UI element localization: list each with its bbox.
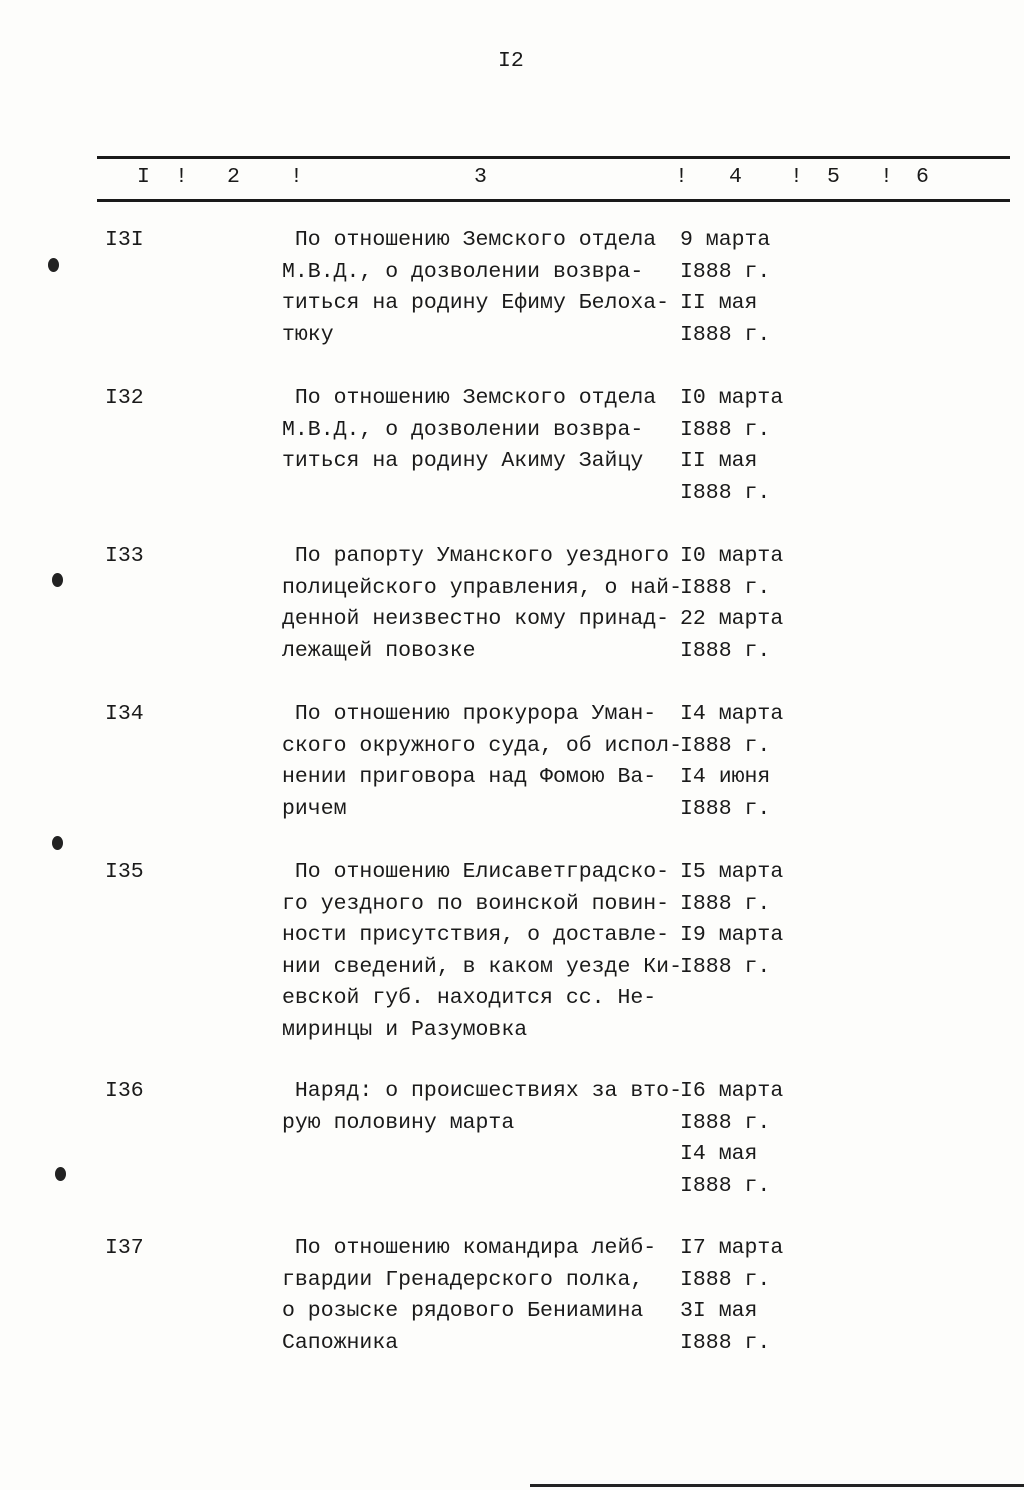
date-line: I4 марта [680, 702, 784, 726]
description-line: рую половину марта [282, 1110, 515, 1135]
binding-hole-mark [48, 258, 59, 272]
description-line: титься на родину Акиму Зайцу [282, 449, 644, 473]
date-line: I0 марта [680, 544, 784, 568]
description-line: По отношению Земского отдела [282, 228, 657, 252]
header-col-3: 3 [474, 165, 487, 189]
binding-hole-mark [52, 573, 63, 587]
entry-dates [680, 857, 783, 983]
entry-number: I34 [105, 702, 144, 726]
description-line: лежащей повозке [282, 638, 476, 663]
header-col-5: 5 [827, 165, 840, 189]
date-line: I5 марта [680, 860, 784, 884]
description-line: По отношению прокурора Уман- [282, 702, 657, 726]
header-separator: ! [790, 165, 803, 189]
date-line: 22 марта [680, 607, 784, 631]
date-line: I6 марта [680, 1079, 784, 1103]
date-line: I888 г. [680, 733, 771, 758]
description-line: миринцы и Разумовка [282, 1017, 528, 1042]
description-line: ричем [282, 796, 347, 821]
description-line: ности присутствия, о доставле- [282, 923, 670, 947]
description-line: го уездного по воинской повин- [282, 891, 670, 916]
entry-number: I32 [105, 386, 144, 410]
bottom-edge-rule [530, 1484, 1024, 1487]
date-line: I9 марта [680, 923, 784, 947]
description-line: евской губ. находится сс. Не- [282, 986, 657, 1010]
date-line: I888 г. [680, 638, 771, 663]
header-col-6: 6 [916, 165, 929, 189]
date-line: I888 г. [680, 575, 771, 600]
date-line: 3I мая [680, 1299, 758, 1323]
date-line: I888 г. [680, 259, 771, 284]
header-bottom-rule [97, 199, 1010, 202]
date-line: I888 г. [680, 322, 771, 347]
description-line: тюку [282, 322, 334, 347]
date-line: II мая [680, 449, 758, 473]
entry-description [282, 1076, 682, 1139]
date-line: I888 г. [680, 796, 771, 821]
header-separator: ! [290, 165, 303, 189]
entry-description [282, 1233, 656, 1359]
entry-number: I37 [105, 1236, 144, 1260]
page-number: I2 [498, 49, 524, 73]
date-line: I0 марта [680, 386, 784, 410]
entry-number: I3I [105, 228, 144, 252]
entry-dates [680, 225, 770, 351]
date-line: I7 марта [680, 1236, 784, 1260]
binding-hole-mark [52, 836, 63, 850]
header-col-2: 2 [227, 165, 240, 189]
description-line: Сапожника [282, 1330, 399, 1355]
date-line: I888 г. [680, 417, 771, 442]
description-line: нении приговора над Фомою Ва- [282, 765, 657, 789]
date-line: I4 июня [680, 765, 771, 789]
description-line: о розыске рядового Бениамина [282, 1299, 644, 1323]
date-line: 9 марта [680, 228, 771, 252]
description-line: М.В.Д., о дозволении возвра- [282, 259, 644, 284]
description-line: гвардии Гренадерского полка, [282, 1267, 644, 1292]
entry-dates [680, 541, 783, 667]
description-line: Наряд: о происшествиях за вто- [282, 1079, 682, 1103]
entry-number: I33 [105, 544, 144, 568]
description-line: нии сведений, в каком уезде Ки- [282, 954, 682, 979]
date-line: II мая [680, 291, 758, 315]
date-line: I888 г. [680, 1267, 771, 1292]
date-line: I888 г. [680, 1173, 771, 1198]
binding-hole-mark [55, 1167, 66, 1181]
header-separator: ! [175, 165, 188, 189]
entry-description [282, 225, 669, 351]
description-line: ского окружного суда, об испол- [282, 733, 682, 758]
header-separator: ! [880, 165, 893, 189]
description-line: По отношению Елисаветградско- [282, 860, 670, 884]
header-top-rule [97, 156, 1010, 159]
date-line: I888 г. [680, 1330, 771, 1355]
description-line: полицейского управления, о най- [282, 575, 682, 600]
entry-number: I35 [105, 860, 144, 884]
entry-dates [680, 699, 783, 825]
entry-dates [680, 383, 783, 509]
description-line: денной неизвестно кому принад- [282, 607, 670, 631]
description-line: По рапорту Уманского уездного [282, 544, 670, 568]
date-line: I888 г. [680, 954, 771, 979]
description-line: По отношению Земского отдела [282, 386, 657, 410]
date-line: I888 г. [680, 1110, 771, 1135]
date-line: I4 мая [680, 1142, 758, 1166]
description-line: По отношению командира лейб- [282, 1236, 657, 1260]
header-col-4: 4 [729, 165, 742, 189]
description-line: М.В.Д., о дозволении возвра- [282, 417, 644, 442]
entry-description [282, 541, 682, 667]
header-separator: ! [675, 165, 688, 189]
entry-dates [680, 1076, 783, 1202]
entry-dates [680, 1233, 783, 1359]
entry-description [282, 857, 682, 1046]
description-line: титься на родину Ефиму Белоха- [282, 291, 670, 315]
entry-number: I36 [105, 1079, 144, 1103]
entry-description [282, 383, 656, 478]
header-col-1: I [137, 165, 150, 189]
entry-description [282, 699, 682, 825]
date-line: I888 г. [680, 891, 771, 916]
date-line: I888 г. [680, 480, 771, 505]
